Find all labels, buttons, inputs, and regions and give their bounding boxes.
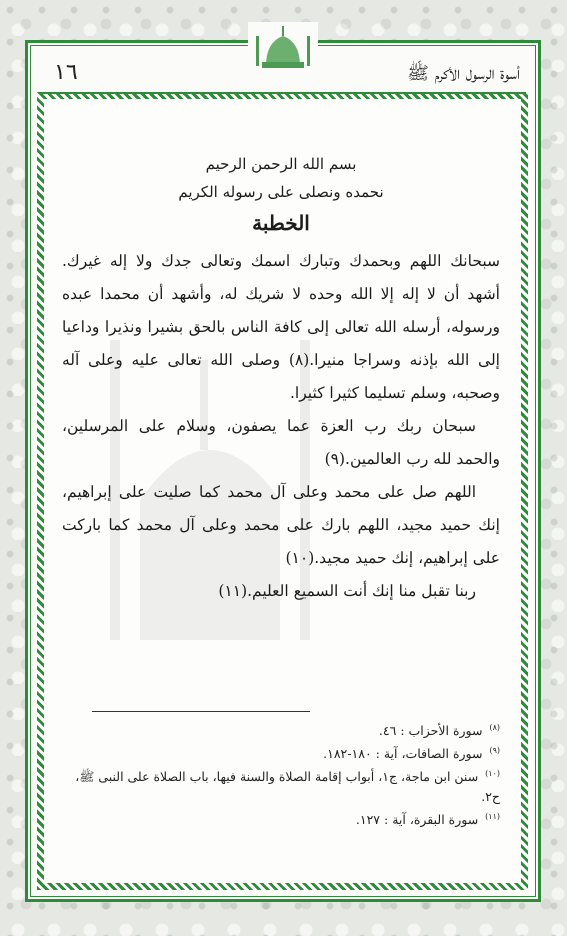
paragraph-supplication: ربنا تقبل منا إنك أنت السميع العليم.(١١): [218, 582, 476, 600]
page-header: [40, 58, 526, 94]
page-number: ١٦: [54, 60, 78, 85]
footnote-8: [62, 718, 500, 741]
paragraph-salawat: اللهم صل على محمد وعلى آل محمد كما صليت على إبراهيم، إنك حميد مجيد، اللهم بارك على محمد وعلى آل محمد كما باركت على إبراهيم، إنك حميد مجيد.(١٠): [62, 483, 500, 567]
footnote-number: (١١): [485, 812, 500, 822]
footnote-text: سورة الأحزاب : ٤٦.: [378, 723, 483, 739]
page-content: [62, 155, 500, 608]
section-title: الخطبة: [252, 211, 310, 235]
footnote-10: [62, 764, 500, 807]
footnote-divider: [92, 711, 310, 712]
footnote-number: (٩): [489, 746, 500, 756]
footnote-9: [62, 741, 500, 764]
footnotes: [62, 718, 500, 831]
paragraph-glorification: سبحان ربك رب العزة عما يصفون، وسلام على المرسلين، والحمد لله رب العالمين.(٩): [62, 417, 500, 468]
footnote-text: سنن ابن ماجة، ج١، أبواب إقامة الصلاة والسنة فيها، باب الصلاة على النبى ﷺ، ح٢.: [75, 769, 500, 805]
footnote-number: (٨): [489, 723, 500, 732]
footnote-number: (١٠): [485, 769, 500, 779]
book-title: أسوة الرسول الأكرم ﷺ: [407, 63, 520, 84]
footnote-text: سورة الصافات، آية : ١٨٠-١٨٢.: [323, 746, 483, 762]
paragraph-sermon: سبحانك اللهم وبحمدك وتبارك اسمك وتعالى جدك ولا إله غيرك. أشهد أن لا إله إلا الله وحده لا شريك له، وأشهد أن محمدا عبده ورسوله، أرسله الله تعالى إلى كافة الناس بالحق بشيرا ونذيرا وداعيا إلى الله بإذنه وسراجا منيرا.(٨) وصلى الله تعالى عليه وعلى آله وصحبه، وسلم تسليما كثيرا كثيرا.: [62, 252, 500, 402]
basmala: بسم الله الرحمن الرحيم: [205, 155, 357, 173]
footnote-text: سورة البقرة، آية : ١٢٧.: [355, 812, 479, 828]
footnote-11: [62, 807, 500, 830]
salutation-line: نحمده ونصلى على رسوله الكريم: [178, 183, 384, 201]
